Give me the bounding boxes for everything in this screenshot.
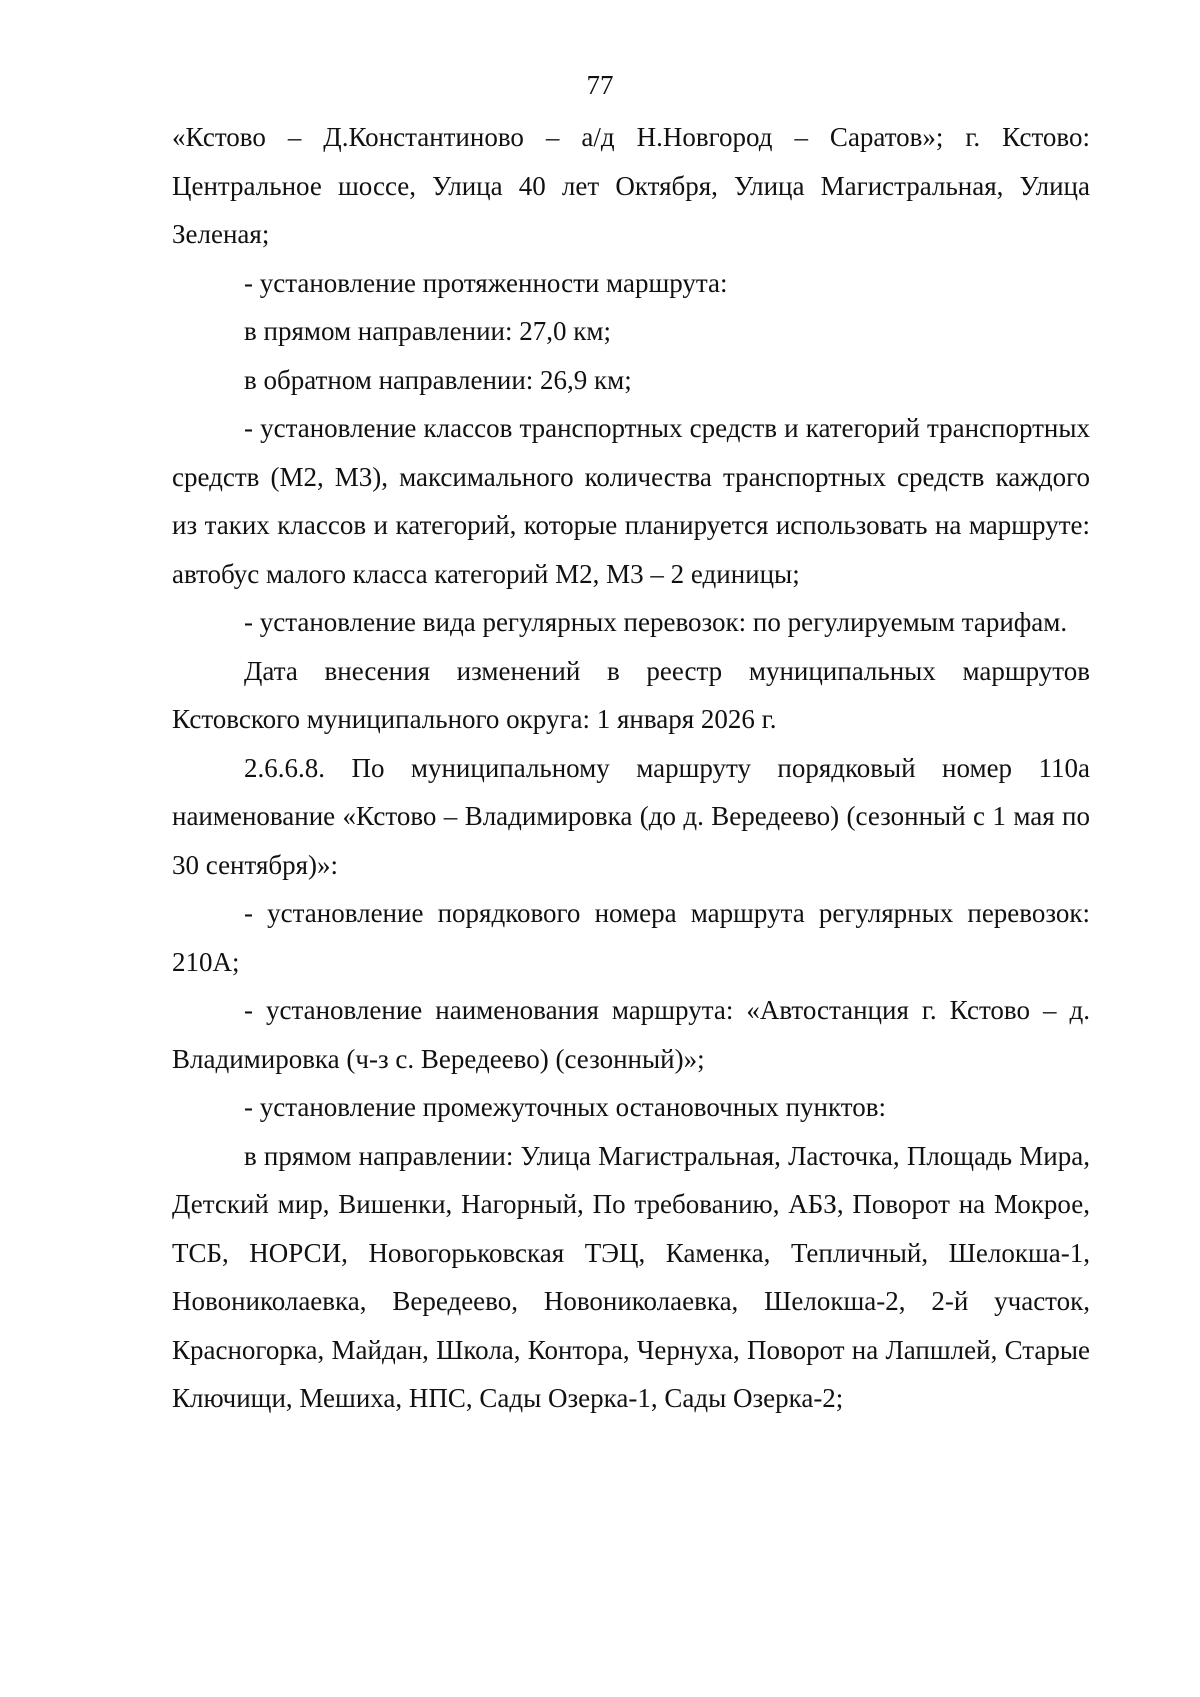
paragraph-forward-length: в прямом направлении: 27,0 км; bbox=[244, 316, 611, 346]
paragraph-forward-stops: в прямом направлении: Улица Магистральная, Ласточка, Площадь Мира, Детский мир, Вишенки, Нагорный, По требованию, АБЗ, Поворот на Мокрое, ТСБ, НОРСИ, Новогорьковская ТЭЦ, Каменка, Тепличный, Шелокша-1, Новониколаевка, Вередеево, Новониколаевка, Шелокша-2, 2-й участок, Красногорка, Майдан, Школа, Контора, Чернуха, Поворот на Лапшлей, Старые Ключищи, Мешиха, НПС, Сады Озерка-1, Сады Озерка-2; bbox=[172, 1140, 1090, 1413]
paragraph-reverse-length: в обратном направлении: 26,9 км; bbox=[244, 364, 632, 395]
paragraph-route-continuation: «Кстово – Д.Константиново – а/д Н.Новгород – Саратов»; г. Кстово: Центральное шоссе, Улица 40 лет Октября, Улица Магистральная, Улица Зеленая; bbox=[172, 122, 1090, 249]
paragraph-section-2-6-6-8: 2.6.6.8. По муниципальному маршруту порядковый номер 110а наименование «Кстово – Владимировка (до д. Вередеево) (сезонный с 1 мая по 30 сентября)»: bbox=[172, 752, 1090, 880]
paragraph-transport-type: - установление вида регулярных перевозок: по регулируемым тарифам. bbox=[244, 607, 1068, 637]
paragraph-vehicle-classes: - установление классов транспортных средств и категорий транспортных средств (М2, М3), максимального количества транспортных средств каждого из таких классов и категорий, которые планируется использовать на маршруте: автобус малого класса категорий М2, М3 – 2 единицы; bbox=[172, 413, 1090, 589]
document-body bbox=[172, 113, 1090, 1423]
page-number: 77 bbox=[586, 70, 614, 100]
paragraph-route-length-heading: - установление протяженности маршрута: bbox=[244, 267, 728, 298]
paragraph-route-number: - установление порядкового номера маршрута регулярных перевозок: 210А; bbox=[172, 898, 1090, 977]
paragraph-intermediate-stops-heading: - установление промежуточных остановочных пунктов: bbox=[244, 1092, 886, 1122]
paragraph-route-name: - установление наименования маршрута: «Автостанция г. Кстово – д. Владимировка (ч-з с. Вередеево) (сезонный)»; bbox=[172, 995, 1090, 1074]
paragraph-registry-date: Дата внесения изменений в реестр муниципальных маршрутов Кстовского муниципального округа: 1 января 2026 г. bbox=[172, 655, 1090, 734]
